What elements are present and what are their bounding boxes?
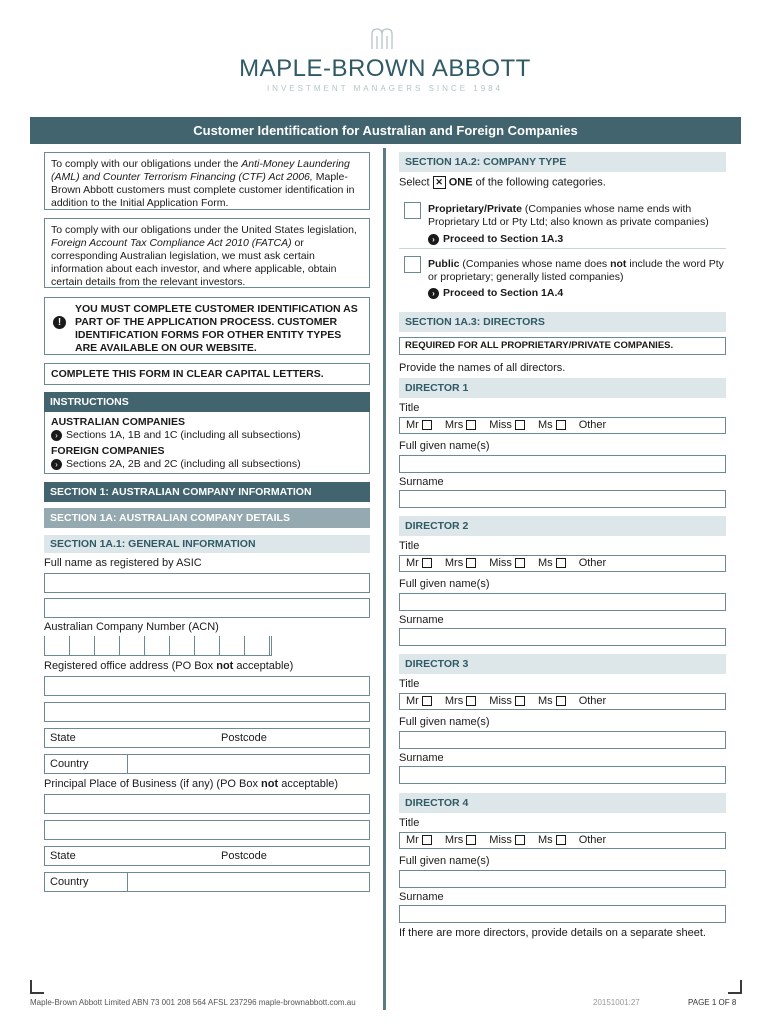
given-name-field[interactable]: [399, 870, 726, 888]
instructions-header: INSTRUCTIONS: [44, 392, 370, 412]
section-1a3-header: SECTION 1A.3: DIRECTORS: [399, 312, 726, 332]
director-3-block: [399, 654, 726, 779]
chevron-right-icon: ›: [51, 430, 62, 441]
reg-address-line-2[interactable]: [44, 702, 370, 722]
proprietary-checkbox[interactable]: [404, 202, 421, 219]
aus-companies-text: Sections 1A, 1B and 1C (including all subsections): [66, 429, 301, 441]
full-name-field-line-2[interactable]: [44, 598, 370, 618]
director-3-header: DIRECTOR 3: [399, 654, 726, 674]
given-name-field[interactable]: [399, 455, 726, 473]
alert-icon: !: [53, 316, 66, 329]
ppb-line-2[interactable]: [44, 820, 370, 840]
surname-field[interactable]: [399, 905, 726, 923]
select-instruction: Select ✕ ONE of the following categories.: [399, 176, 606, 189]
title-label: Title: [399, 540, 420, 552]
title-options: Mr Mrs Miss Ms Other: [399, 417, 726, 434]
given-name-label: Full given name(s): [399, 716, 490, 728]
miss-checkbox[interactable]: [515, 420, 525, 430]
brand-tagline: INVESTMENT MANAGERS SINCE 1984: [266, 84, 504, 93]
miss-checkbox[interactable]: [515, 696, 525, 706]
acn-digit-boxes[interactable]: [44, 636, 272, 656]
column-divider: [383, 148, 386, 1010]
intro-aml-text-c: Maple-Brown Abbott customers must complete customer identification in addition to the Initial Application Form.: [51, 171, 355, 209]
section-1-header: SECTION 1: AUSTRALIAN COMPANY INFORMATION: [44, 482, 370, 502]
section-1a-header: SECTION 1A: AUSTRALIAN COMPANY DETAILS: [44, 508, 370, 528]
mrs-checkbox[interactable]: [466, 696, 476, 706]
mr-checkbox[interactable]: [422, 696, 432, 706]
director-4-header: DIRECTOR 4: [399, 793, 726, 813]
aus-companies-title: AUSTRALIAN COMPANIES: [51, 416, 185, 428]
chevron-right-icon: ›: [428, 288, 439, 299]
foreign-companies-title: FOREIGN COMPANIES: [51, 445, 165, 457]
ms-checkbox[interactable]: [556, 558, 566, 568]
foreign-companies-text: Sections 2A, 2B and 2C (including all subsections): [66, 458, 301, 470]
reg-address-line-1[interactable]: [44, 676, 370, 696]
mr-checkbox[interactable]: [422, 420, 432, 430]
full-name-label: Full name as registered by ASIC: [44, 557, 202, 569]
brand-logo-icon: [370, 28, 398, 50]
surname-label: Surname: [399, 476, 444, 488]
director-2-header: DIRECTOR 2: [399, 516, 726, 536]
title-options: Mr Mrs Miss Ms Other: [399, 693, 726, 710]
given-name-label: Full given name(s): [399, 855, 490, 867]
miss-checkbox[interactable]: [515, 835, 525, 845]
reg-country-field[interactable]: [44, 754, 370, 774]
surname-field[interactable]: [399, 766, 726, 784]
director-4-block: [399, 793, 726, 918]
mrs-checkbox[interactable]: [466, 558, 476, 568]
intro-fatca-text-c: or corresponding Australian legislation, we must ask certain information about each investor, and where applicable, obtain certain details from the relevant investors.: [51, 237, 337, 288]
provide-directors-text: Provide the names of all directors.: [399, 362, 566, 374]
intro-aml-box: [44, 152, 370, 210]
checked-box-icon: ✕: [433, 176, 446, 189]
title-options: Mr Mrs Miss Ms Other: [399, 555, 726, 572]
intro-aml-act: Anti-Money Laundering (AML) and Counter Terrorism Financing (CTF) Act 2006,: [51, 158, 350, 183]
ppb-line-1[interactable]: [44, 794, 370, 814]
public-checkbox[interactable]: [404, 256, 421, 273]
ppb-country-field[interactable]: [44, 872, 370, 892]
mr-checkbox[interactable]: [422, 558, 432, 568]
acn-label: Australian Company Number (ACN): [44, 621, 219, 633]
state-label: State: [50, 850, 76, 862]
chevron-right-icon: ›: [428, 234, 439, 245]
surname-field[interactable]: [399, 628, 726, 646]
footer-company-info: Maple-Brown Abbott Limited ABN 73 001 208 564 AFSL 237296 maple-brownabbott.com.au: [30, 998, 356, 1007]
proprietary-text: Proprietary/Private (Companies whose name ends with Proprietary Ltd or Pty Ltd; also known as private companies): [428, 203, 709, 228]
proceed-1a3: › Proceed to Section 1A.3: [428, 233, 563, 245]
country-label: Country: [50, 758, 89, 770]
surname-label: Surname: [399, 614, 444, 626]
full-name-field-line-1[interactable]: [44, 573, 370, 593]
crop-mark-right: [728, 980, 742, 994]
director-1-block: [399, 378, 726, 503]
field-divider: [127, 873, 128, 891]
title-label: Title: [399, 817, 420, 829]
given-name-label: Full given name(s): [399, 440, 490, 452]
postcode-label: Postcode: [221, 850, 267, 862]
intro-fatca-box: [44, 218, 370, 288]
title-label: Title: [399, 402, 420, 414]
intro-fatca-act: Foreign Account Tax Compliance Act 2010 (FATCA): [51, 237, 292, 249]
country-label: Country: [50, 876, 89, 888]
proceed-1a4: › Proceed to Section 1A.4: [428, 287, 563, 299]
ms-checkbox[interactable]: [556, 835, 566, 845]
mrs-checkbox[interactable]: [466, 420, 476, 430]
more-directors-note: If there are more directors, provide details on a separate sheet.: [399, 927, 706, 939]
crop-mark-left: [30, 980, 44, 994]
ms-checkbox[interactable]: [556, 696, 566, 706]
ppb-state-postcode-field[interactable]: [44, 846, 370, 866]
instructions-box: [44, 412, 370, 474]
title-options: Mr Mrs Miss Ms Other: [399, 832, 726, 849]
section-1a1-header: SECTION 1A.1: GENERAL INFORMATION: [44, 535, 370, 553]
director-2-block: [399, 516, 726, 641]
mrs-checkbox[interactable]: [466, 835, 476, 845]
field-divider: [127, 755, 128, 773]
notice-text: YOU MUST COMPLETE CUSTOMER IDENTIFICATION AS PART OF THE APPLICATION PROCESS. CUSTOMER IDENTIFICATION FORMS FOR OTHER ENTITY TYPES ARE AVAILABLE ON OUR WEBSITE.: [75, 303, 358, 354]
surname-label: Surname: [399, 752, 444, 764]
reg-address-label: Registered office address (PO Box not acceptable): [44, 660, 294, 672]
surname-label: Surname: [399, 891, 444, 903]
miss-checkbox[interactable]: [515, 558, 525, 568]
chevron-right-icon: ›: [51, 459, 62, 470]
page-title: Customer Identification for Australian and Foreign Companies: [30, 117, 741, 144]
footer-page-number: PAGE 1 OF 8: [688, 998, 737, 1007]
given-name-field[interactable]: [399, 731, 726, 749]
title-label: Title: [399, 678, 420, 690]
notice-box: [44, 297, 370, 355]
postcode-label: Postcode: [221, 732, 267, 744]
director-1-header: DIRECTOR 1: [399, 378, 726, 398]
section-1a2-header: SECTION 1A.2: COMPANY TYPE: [399, 152, 726, 172]
given-name-label: Full given name(s): [399, 578, 490, 590]
option-proprietary: [399, 196, 726, 249]
capitals-notice: COMPLETE THIS FORM IN CLEAR CAPITAL LETTERS.: [44, 363, 370, 385]
ppb-label: Principal Place of Business (if any) (PO Box not acceptable): [44, 778, 339, 790]
footer-doc-code: 20151001:27: [593, 998, 640, 1007]
mr-checkbox[interactable]: [422, 835, 432, 845]
ms-checkbox[interactable]: [556, 420, 566, 430]
surname-field[interactable]: [399, 490, 726, 508]
brand-name: MAPLE-BROWN ABBOTT: [239, 55, 531, 82]
public-text: Public (Companies whose name does not include the word Pty or proprietary; generally listed companies): [428, 258, 724, 283]
state-label: State: [50, 732, 76, 744]
reg-state-postcode-field[interactable]: [44, 728, 370, 748]
intro-fatca-text-a: To comply with our obligations under the United States legislation,: [51, 224, 357, 236]
intro-aml-text-a: To comply with our obligations under the: [51, 158, 242, 170]
required-notice: REQUIRED FOR ALL PROPRIETARY/PRIVATE COMPANIES.: [399, 337, 726, 355]
given-name-field[interactable]: [399, 593, 726, 611]
option-public: [399, 250, 726, 302]
